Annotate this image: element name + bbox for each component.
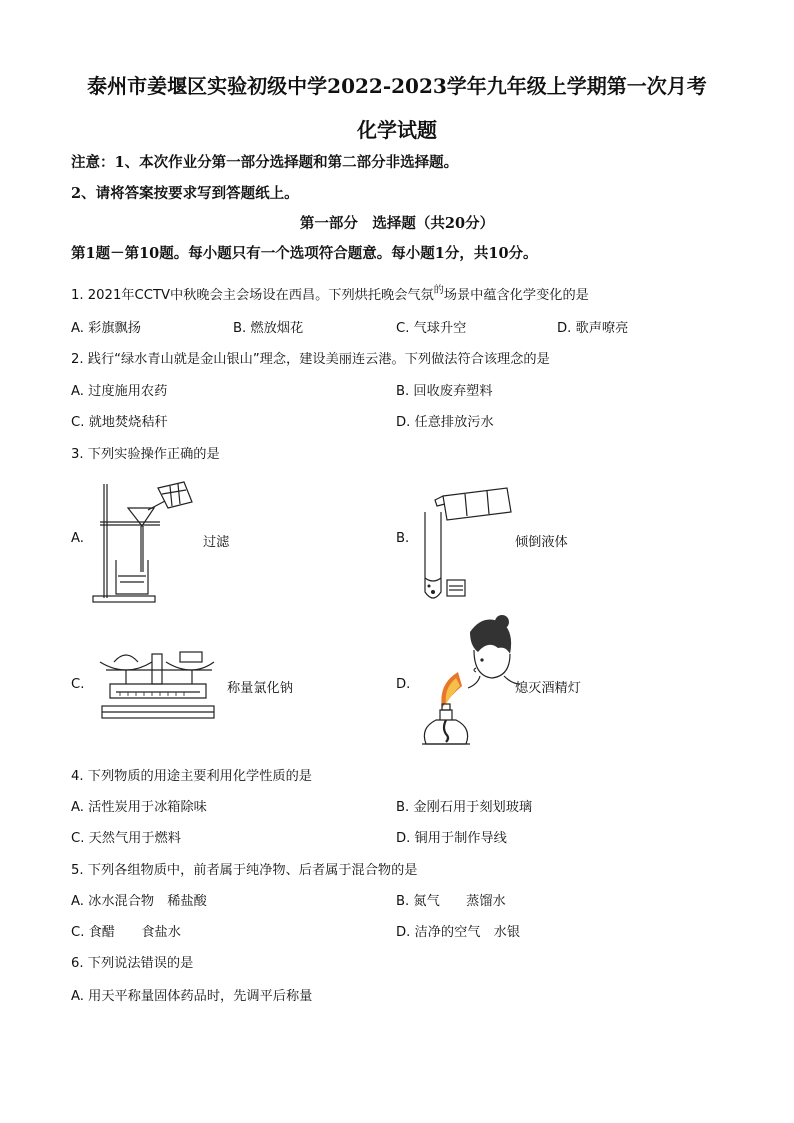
q5-option-d: D. 洁净的空气 水银 — [396, 925, 521, 940]
q3-option-c-caption: 称量氯化钠 — [227, 681, 293, 696]
q1-option-c: C. 气球升空 — [396, 321, 467, 336]
q3-option-b-caption: 倾倒液体 — [515, 535, 568, 550]
question-6-stem: 6. 下列说法错误的是 — [71, 956, 194, 971]
q2-option-c: C. 就地焚烧秸秆 — [71, 415, 168, 430]
note-2: 2、请将答案按要求写到答题纸上。 — [71, 185, 299, 202]
q4-option-d: D. 铜用于制作导线 — [396, 831, 507, 846]
section-instruction: 第1题－第10题。每小题只有一个选项符合题意。每小题1分，共10分。 — [71, 245, 538, 262]
filtration-apparatus-icon — [90, 478, 210, 606]
q3-option-b-letter: B. — [396, 531, 410, 546]
q4-option-b: B. 金刚石用于刻划玻璃 — [396, 800, 533, 815]
q2-option-d: D. 任意排放污水 — [396, 415, 494, 430]
q3-option-a-caption: 过滤 — [203, 535, 230, 550]
q4-option-c: C. 天然气用于燃料 — [71, 831, 181, 846]
question-2-stem: 2. 践行“绿水青山就是金山银山”理念，建设美丽连云港。下列做法符合该理念的是 — [71, 352, 550, 367]
q3-option-d-letter: D. — [396, 677, 411, 692]
q1-option-d: D. 歌声嘹亮 — [557, 321, 629, 336]
question-4-stem: 4. 下列物质的用途主要利用化学性质的是 — [71, 769, 312, 784]
question-1-stem-superscript: 的 — [433, 285, 444, 296]
blowing-out-alcohol-lamp-icon — [418, 612, 528, 750]
q2-option-b: B. 回收废弃塑料 — [396, 384, 493, 399]
question-1-stem-part-a: 1. 2021年CCTV中秋晚会主会场设在西昌。下列烘托晚会气氛 — [71, 288, 434, 303]
q1-option-b: B. 燃放烟花 — [233, 321, 304, 336]
page-title: 泰州市姜堰区实验初级中学2022-2023学年九年级上学期第一次月考 — [87, 74, 707, 98]
q6-option-a: A. 用天平称量固体药品时，先调平后称量 — [71, 989, 313, 1004]
section-heading: 第一部分 选择题（共20分） — [299, 215, 495, 232]
pouring-liquid-icon — [415, 482, 525, 604]
q2-option-a: A. 过度施用农药 — [71, 384, 168, 399]
page-subtitle: 化学试题 — [357, 118, 437, 142]
q1-option-a: A. 彩旗飘扬 — [71, 321, 141, 336]
q3-option-c-letter: C. — [71, 677, 85, 692]
question-1-stem-part-b: 场景中蕴含化学变化的是 — [443, 288, 589, 303]
note-1: 注意：1、本次作业分第一部分选择题和第二部分非选择题。 — [71, 154, 459, 171]
q4-option-a: A. 活性炭用于冰箱除味 — [71, 800, 207, 815]
q3-option-a-letter: A. — [71, 531, 84, 546]
q5-option-a: A. 冰水混合物 稀盐酸 — [71, 894, 207, 909]
question-1-stem — [71, 284, 589, 303]
question-3-stem: 3. 下列实验操作正确的是 — [71, 447, 220, 462]
balance-scale-icon — [96, 640, 222, 726]
q3-option-d-caption: 熄灭酒精灯 — [515, 681, 581, 696]
question-5-stem: 5. 下列各组物质中，前者属于纯净物、后者属于混合物的是 — [71, 863, 418, 878]
q5-option-c: C. 食醋 食盐水 — [71, 925, 181, 940]
q5-option-b: B. 氮气 蒸馏水 — [396, 894, 506, 909]
